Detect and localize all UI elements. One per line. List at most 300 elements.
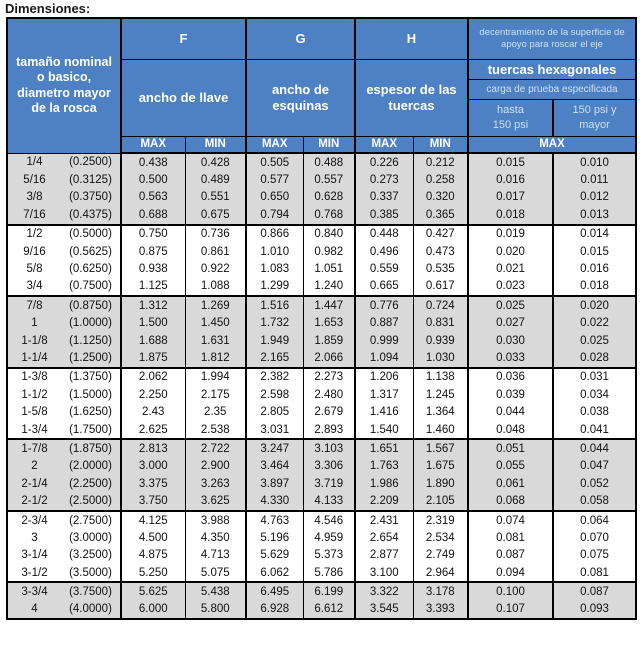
value-cell: 1.949 [246, 332, 303, 349]
value-cell: 3.988 [185, 511, 246, 529]
value-cell: 1.094 [355, 349, 413, 367]
value-cell: 1.416 [355, 403, 413, 420]
value-cell: 0.922 [185, 260, 246, 277]
value-cell: 3.393 [413, 601, 468, 619]
value-cell: 0.665 [355, 278, 413, 296]
value-cell: 0.724 [413, 296, 468, 314]
table-row [7, 243, 636, 260]
value-cell: 0.551 [185, 189, 246, 206]
size-fraction-cell: 7/8 [7, 296, 61, 314]
g-max-header: MAX [246, 136, 303, 153]
value-cell: 0.438 [121, 153, 185, 171]
value-cell: 1.763 [355, 458, 413, 475]
table-row [7, 403, 636, 420]
size-fraction-cell: 3-1/4 [7, 547, 61, 564]
value-cell: 2.722 [185, 439, 246, 457]
value-cell: 0.058 [553, 492, 636, 510]
value-cell: 2.538 [185, 421, 246, 439]
value-cell: 1.240 [303, 278, 355, 296]
size-decimal-cell: (0.5000) [61, 225, 121, 243]
value-cell: 0.688 [121, 206, 185, 224]
value-cell: 1.245 [413, 386, 468, 403]
value-cell: 1.450 [185, 315, 246, 332]
value-cell: 4.546 [303, 511, 355, 529]
size-decimal-cell: (4.0000) [61, 601, 121, 619]
value-cell: 1.299 [246, 278, 303, 296]
value-cell: 0.939 [413, 332, 468, 349]
value-cell: 1.540 [355, 421, 413, 439]
table-row [7, 206, 636, 224]
table-row [7, 475, 636, 492]
value-cell: 0.025 [553, 332, 636, 349]
value-cell: 0.675 [185, 206, 246, 224]
size-decimal-cell: (2.7500) [61, 511, 121, 529]
size-decimal-cell: (3.2500) [61, 547, 121, 564]
value-cell: 2.066 [303, 349, 355, 367]
size-decimal-cell: (3.7500) [61, 582, 121, 600]
value-cell: 0.020 [468, 243, 553, 260]
value-cell: 0.776 [355, 296, 413, 314]
value-cell: 0.030 [468, 332, 553, 349]
value-cell: 0.087 [553, 582, 636, 600]
value-cell: 3.897 [246, 475, 303, 492]
value-cell: 0.087 [468, 547, 553, 564]
value-cell: 5.250 [121, 564, 185, 582]
value-cell: 0.027 [468, 315, 553, 332]
value-cell: 2.273 [303, 368, 355, 386]
value-cell: 0.887 [355, 315, 413, 332]
nut-thickness-label: espesor de las tuercas [355, 59, 468, 136]
value-cell: 1.516 [246, 296, 303, 314]
value-cell: 0.036 [468, 368, 553, 386]
value-cell: 6.612 [303, 601, 355, 619]
value-cell: 4.125 [121, 511, 185, 529]
size-decimal-cell: (2.0000) [61, 458, 121, 475]
value-cell: 1.206 [355, 368, 413, 386]
value-cell: 4.959 [303, 529, 355, 546]
value-cell: 3.625 [185, 492, 246, 510]
hex-nuts-header: tuercas hexagonales [468, 59, 636, 79]
value-cell: 6.199 [303, 582, 355, 600]
value-cell: 0.074 [468, 511, 553, 529]
value-cell: 1.083 [246, 260, 303, 277]
value-cell: 3.750 [121, 492, 185, 510]
value-cell: 0.021 [468, 260, 553, 277]
value-cell: 0.044 [468, 403, 553, 420]
value-cell: 2.900 [185, 458, 246, 475]
value-cell: 2.165 [246, 349, 303, 367]
size-fraction-cell: 2 [7, 458, 61, 475]
size-fraction-cell: 5/8 [7, 260, 61, 277]
table-row [7, 296, 636, 314]
h-max-header: MAX [355, 136, 413, 153]
value-cell: 3.545 [355, 601, 413, 619]
table-row [7, 582, 636, 600]
value-cell: 2.319 [413, 511, 468, 529]
value-cell: 1.890 [413, 475, 468, 492]
column-group-h-header: H [355, 18, 468, 59]
value-cell: 2.654 [355, 529, 413, 546]
value-cell: 2.625 [121, 421, 185, 439]
value-cell: 0.081 [553, 564, 636, 582]
table-row [7, 386, 636, 403]
value-cell: 0.061 [468, 475, 553, 492]
size-fraction-cell: 1-3/8 [7, 368, 61, 386]
over-150psi-line2: mayor [579, 118, 610, 131]
size-fraction-cell: 1-7/8 [7, 439, 61, 457]
value-cell: 3.178 [413, 582, 468, 600]
table-row [7, 492, 636, 510]
size-fraction-cell: 1-1/2 [7, 386, 61, 403]
size-fraction-cell: 1-1/8 [7, 332, 61, 349]
value-cell: 0.861 [185, 243, 246, 260]
value-cell: 2.35 [185, 403, 246, 420]
f-max-header: MAX [121, 136, 185, 153]
value-cell: 0.018 [468, 206, 553, 224]
value-cell: 0.736 [185, 225, 246, 243]
value-cell: 2.964 [413, 564, 468, 582]
value-cell: 0.020 [553, 296, 636, 314]
value-cell: 0.107 [468, 601, 553, 619]
column-group-f-header: F [121, 18, 246, 59]
over-150psi-line1: 150 psi y [572, 104, 617, 117]
value-cell: 1.688 [121, 332, 185, 349]
value-cell: 3.322 [355, 582, 413, 600]
size-fraction-cell: 5/16 [7, 171, 61, 188]
value-cell: 0.866 [246, 225, 303, 243]
value-cell: 0.628 [303, 189, 355, 206]
value-cell: 0.938 [121, 260, 185, 277]
value-cell: 0.496 [355, 243, 413, 260]
runout-max-header: MAX [468, 136, 636, 153]
table-row [7, 547, 636, 564]
value-cell: 0.831 [413, 315, 468, 332]
value-cell: 1.051 [303, 260, 355, 277]
dimensions-table [6, 17, 637, 620]
value-cell: 0.075 [553, 547, 636, 564]
value-cell: 5.196 [246, 529, 303, 546]
size-decimal-cell: (0.4375) [61, 206, 121, 224]
value-cell: 0.052 [553, 475, 636, 492]
value-cell: 0.047 [553, 458, 636, 475]
value-cell: 1.317 [355, 386, 413, 403]
value-cell: 0.012 [553, 189, 636, 206]
value-cell: 1.269 [185, 296, 246, 314]
size-decimal-cell: (3.5000) [61, 564, 121, 582]
value-cell: 3.719 [303, 475, 355, 492]
size-decimal-cell: (0.6250) [61, 260, 121, 277]
size-decimal-cell: (0.5625) [61, 243, 121, 260]
value-cell: 0.999 [355, 332, 413, 349]
table-row [7, 529, 636, 546]
value-cell: 2.749 [413, 547, 468, 564]
value-cell: 0.488 [303, 153, 355, 171]
size-decimal-cell: (1.0000) [61, 315, 121, 332]
value-cell: 0.489 [185, 171, 246, 188]
table-row [7, 332, 636, 349]
value-cell: 4.350 [185, 529, 246, 546]
size-fraction-cell: 2-1/2 [7, 492, 61, 510]
size-decimal-cell: (0.7500) [61, 278, 121, 296]
value-cell: 0.473 [413, 243, 468, 260]
value-cell: 0.448 [355, 225, 413, 243]
value-cell: 2.175 [185, 386, 246, 403]
value-cell: 0.064 [553, 511, 636, 529]
value-cell: 0.577 [246, 171, 303, 188]
size-fraction-cell: 1-5/8 [7, 403, 61, 420]
value-cell: 0.013 [553, 206, 636, 224]
value-cell: 0.557 [303, 171, 355, 188]
value-cell: 1.088 [185, 278, 246, 296]
size-fraction-cell: 1 [7, 315, 61, 332]
table-row [7, 601, 636, 619]
value-cell: 4.330 [246, 492, 303, 510]
runout-header: decentramiento de la superficie de apoyo para roscar el eje [468, 18, 636, 59]
value-cell: 0.794 [246, 206, 303, 224]
value-cell: 0.019 [468, 225, 553, 243]
corner-width-label: ancho de esquinas [246, 59, 355, 136]
size-decimal-cell: (0.8750) [61, 296, 121, 314]
size-decimal-cell: (2.2500) [61, 475, 121, 492]
value-cell: 2.679 [303, 403, 355, 420]
value-cell: 5.625 [121, 582, 185, 600]
value-cell: 0.535 [413, 260, 468, 277]
value-cell: 0.093 [553, 601, 636, 619]
value-cell: 0.563 [121, 189, 185, 206]
value-cell: 1.875 [121, 349, 185, 367]
value-cell: 0.022 [553, 315, 636, 332]
value-cell: 1.312 [121, 296, 185, 314]
value-cell: 1.138 [413, 368, 468, 386]
value-cell: 0.320 [413, 189, 468, 206]
upto-150psi-line1: hasta [497, 104, 524, 117]
value-cell: 0.041 [553, 421, 636, 439]
value-cell: 0.500 [121, 171, 185, 188]
upto-150psi-line2: 150 psi [492, 118, 529, 131]
value-cell: 1.859 [303, 332, 355, 349]
value-cell: 0.875 [121, 243, 185, 260]
table-row [7, 189, 636, 206]
size-fraction-cell: 9/16 [7, 243, 61, 260]
value-cell: 0.014 [553, 225, 636, 243]
value-cell: 0.028 [553, 349, 636, 367]
value-cell: 0.038 [553, 403, 636, 420]
value-cell: 6.000 [121, 601, 185, 619]
value-cell: 1.986 [355, 475, 413, 492]
size-fraction-cell: 3 [7, 529, 61, 546]
upto-150psi-header [468, 99, 553, 136]
table-row [7, 260, 636, 277]
size-decimal-cell: (3.0000) [61, 529, 121, 546]
table-row [7, 564, 636, 582]
h-min-header: MIN [413, 136, 468, 153]
table-body [7, 153, 636, 619]
value-cell: 0.559 [355, 260, 413, 277]
size-fraction-cell: 3-1/2 [7, 564, 61, 582]
page-title: Dimensiones: [5, 1, 91, 16]
size-decimal-cell: (1.6250) [61, 403, 121, 420]
value-cell: 5.075 [185, 564, 246, 582]
table-row [7, 349, 636, 367]
value-cell: 2.382 [246, 368, 303, 386]
value-cell: 1.651 [355, 439, 413, 457]
value-cell: 5.438 [185, 582, 246, 600]
size-fraction-cell: 4 [7, 601, 61, 619]
size-decimal-cell: (1.5000) [61, 386, 121, 403]
value-cell: 5.373 [303, 547, 355, 564]
table-row [7, 439, 636, 457]
size-fraction-cell: 2-1/4 [7, 475, 61, 492]
value-cell: 0.840 [303, 225, 355, 243]
size-fraction-cell: 3-3/4 [7, 582, 61, 600]
table-row [7, 315, 636, 332]
table-row [7, 278, 636, 296]
table-row [7, 421, 636, 439]
value-cell: 0.016 [553, 260, 636, 277]
value-cell: 0.068 [468, 492, 553, 510]
value-cell: 0.750 [121, 225, 185, 243]
value-cell: 4.713 [185, 547, 246, 564]
value-cell: 0.023 [468, 278, 553, 296]
value-cell: 6.928 [246, 601, 303, 619]
value-cell: 0.025 [468, 296, 553, 314]
value-cell: 2.43 [121, 403, 185, 420]
value-cell: 2.813 [121, 439, 185, 457]
size-fraction-cell: 3/4 [7, 278, 61, 296]
value-cell: 2.480 [303, 386, 355, 403]
value-cell: 4.763 [246, 511, 303, 529]
value-cell: 0.365 [413, 206, 468, 224]
value-cell: 3.103 [303, 439, 355, 457]
value-cell: 1.653 [303, 315, 355, 332]
value-cell: 2.209 [355, 492, 413, 510]
value-cell: 4.875 [121, 547, 185, 564]
size-decimal-cell: (2.5000) [61, 492, 121, 510]
value-cell: 0.039 [468, 386, 553, 403]
value-cell: 2.893 [303, 421, 355, 439]
value-cell: 4.133 [303, 492, 355, 510]
column-group-g-header: G [246, 18, 355, 59]
value-cell: 1.500 [121, 315, 185, 332]
f-min-header: MIN [185, 136, 246, 153]
value-cell: 3.000 [121, 458, 185, 475]
value-cell: 1.812 [185, 349, 246, 367]
value-cell: 0.273 [355, 171, 413, 188]
value-cell: 1.567 [413, 439, 468, 457]
value-cell: 3.306 [303, 458, 355, 475]
value-cell: 0.017 [468, 189, 553, 206]
value-cell: 0.081 [468, 529, 553, 546]
size-fraction-cell: 2-3/4 [7, 511, 61, 529]
value-cell: 0.100 [468, 582, 553, 600]
value-cell: 3.263 [185, 475, 246, 492]
value-cell: 0.015 [553, 243, 636, 260]
value-cell: 5.786 [303, 564, 355, 582]
size-fraction-cell: 1-3/4 [7, 421, 61, 439]
value-cell: 0.070 [553, 529, 636, 546]
value-cell: 6.495 [246, 582, 303, 600]
table-row [7, 511, 636, 529]
value-cell: 2.062 [121, 368, 185, 386]
value-cell: 2.598 [246, 386, 303, 403]
value-cell: 0.031 [553, 368, 636, 386]
size-fraction-cell: 7/16 [7, 206, 61, 224]
table-row [7, 171, 636, 188]
value-cell: 1.364 [413, 403, 468, 420]
value-cell: 2.250 [121, 386, 185, 403]
value-cell: 0.094 [468, 564, 553, 582]
size-decimal-cell: (0.2500) [61, 153, 121, 171]
size-fraction-cell: 3/8 [7, 189, 61, 206]
value-cell: 0.427 [413, 225, 468, 243]
value-cell: 2.805 [246, 403, 303, 420]
value-cell: 1.010 [246, 243, 303, 260]
value-cell: 1.675 [413, 458, 468, 475]
value-cell: 2.431 [355, 511, 413, 529]
value-cell: 0.617 [413, 278, 468, 296]
value-cell: 0.982 [303, 243, 355, 260]
value-cell: 1.460 [413, 421, 468, 439]
value-cell: 0.055 [468, 458, 553, 475]
value-cell: 1.994 [185, 368, 246, 386]
g-min-header: MIN [303, 136, 355, 153]
value-cell: 0.051 [468, 439, 553, 457]
size-column-header: tamaño nominal o basico, diametro mayor de la rosca [7, 18, 121, 153]
table-row [7, 458, 636, 475]
value-cell: 2.534 [413, 529, 468, 546]
value-cell: 0.650 [246, 189, 303, 206]
size-decimal-cell: (1.7500) [61, 421, 121, 439]
size-fraction-cell: 1/2 [7, 225, 61, 243]
proof-load-header: carga de prueba especificada [468, 79, 636, 99]
value-cell: 1.030 [413, 349, 468, 367]
over-150psi-header [553, 99, 636, 136]
value-cell: 0.016 [468, 171, 553, 188]
value-cell: 0.015 [468, 153, 553, 171]
value-cell: 1.732 [246, 315, 303, 332]
value-cell: 0.044 [553, 439, 636, 457]
size-decimal-cell: (1.1250) [61, 332, 121, 349]
value-cell: 3.247 [246, 439, 303, 457]
value-cell: 4.500 [121, 529, 185, 546]
value-cell: 3.031 [246, 421, 303, 439]
value-cell: 5.800 [185, 601, 246, 619]
value-cell: 1.125 [121, 278, 185, 296]
value-cell: 0.011 [553, 171, 636, 188]
value-cell: 0.226 [355, 153, 413, 171]
value-cell: 0.033 [468, 349, 553, 367]
value-cell: 6.062 [246, 564, 303, 582]
value-cell: 0.010 [553, 153, 636, 171]
value-cell: 0.258 [413, 171, 468, 188]
size-fraction-cell: 1-1/4 [7, 349, 61, 367]
value-cell: 2.877 [355, 547, 413, 564]
value-cell: 0.018 [553, 278, 636, 296]
value-cell: 2.105 [413, 492, 468, 510]
value-cell: 0.428 [185, 153, 246, 171]
value-cell: 1.631 [185, 332, 246, 349]
value-cell: 1.447 [303, 296, 355, 314]
size-decimal-cell: (0.3125) [61, 171, 121, 188]
value-cell: 0.385 [355, 206, 413, 224]
value-cell: 0.212 [413, 153, 468, 171]
value-cell: 3.375 [121, 475, 185, 492]
value-cell: 0.337 [355, 189, 413, 206]
value-cell: 0.768 [303, 206, 355, 224]
value-cell: 0.505 [246, 153, 303, 171]
wrench-width-label: ancho de llave [121, 59, 246, 136]
value-cell: 0.034 [553, 386, 636, 403]
